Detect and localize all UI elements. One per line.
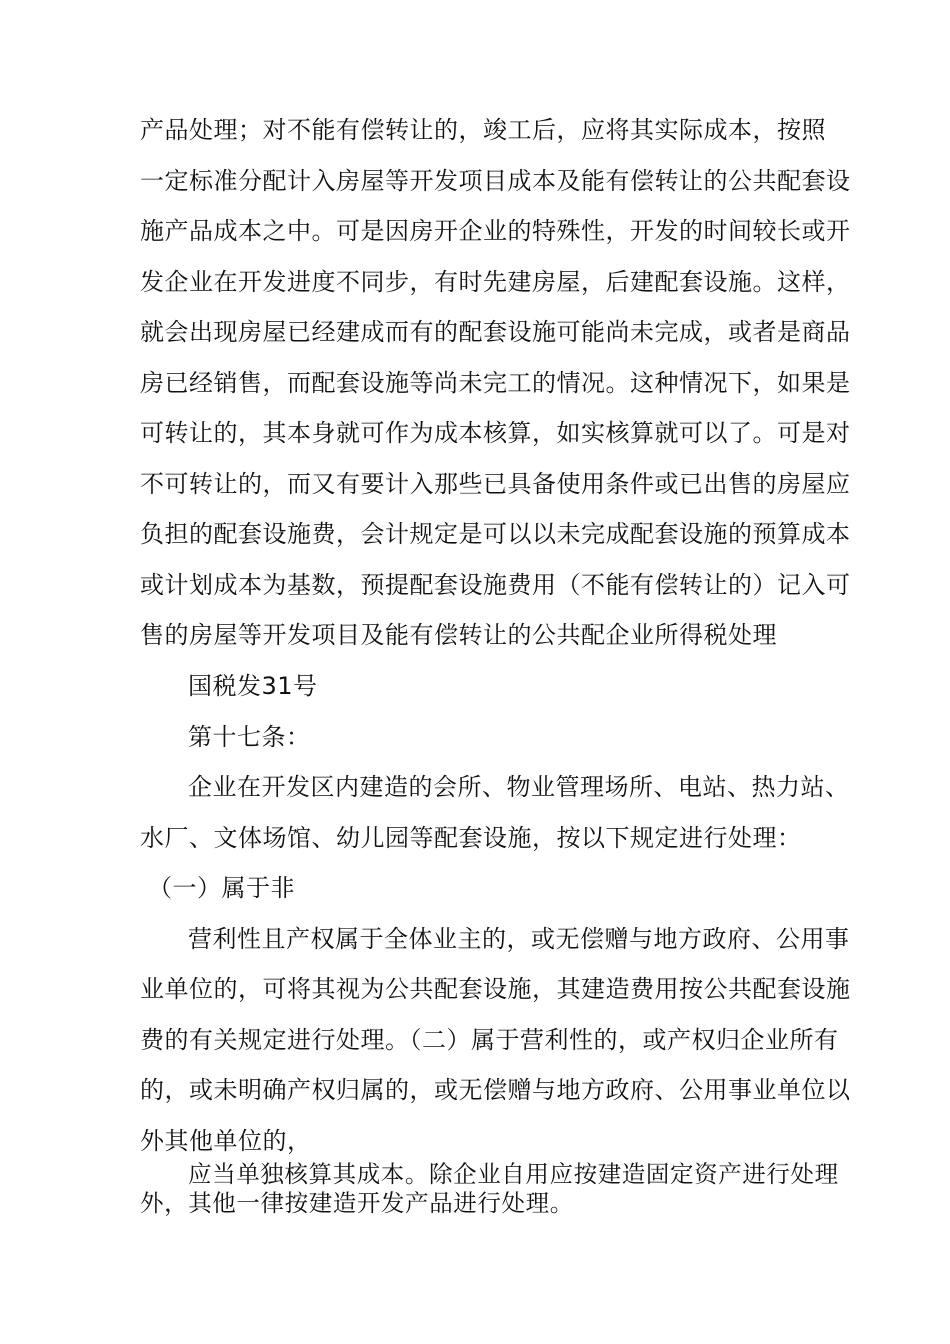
text-line: 可转让的，其本身就可作为成本核算，如实核算就可以了。可是对 bbox=[140, 419, 851, 447]
text-line: 的，或未明确产权归属的，或无偿赠与地方政府、公用事业单位以 bbox=[140, 1076, 851, 1104]
text-line: 外其他单位的， bbox=[140, 1127, 312, 1155]
text-line: 营利性且产权属于全体业主的，或无偿赠与地方政府、公用事 bbox=[188, 925, 850, 953]
text-line: 外，其他一律按建造开发产品进行处理。 bbox=[140, 1189, 574, 1217]
document-reference: 国税发31号 bbox=[188, 672, 318, 700]
text-line: 或计划成本为基数，预提配套设施费用（不能有偿转让的）记入可 bbox=[140, 571, 851, 599]
text-line: 负担的配套设施费，会计规定是可以以未完成配套设施的预算成本 bbox=[140, 520, 851, 548]
text-line: 应当单独核算其成本。除企业自用应按建造固定资产进行处理 bbox=[188, 1160, 839, 1188]
text-line: 施产品成本之中。可是因房开企业的特殊性，开发的时间较长或开 bbox=[140, 217, 851, 245]
text-line: 就会出现房屋已经建成而有的配套设施可能尚未完成，或者是商品 bbox=[140, 318, 851, 346]
text-line: 业单位的，可将其视为公共配套设施，其建造费用按公共配套设施 bbox=[140, 975, 851, 1003]
text-line: 售的房屋等开发项目及能有偿转让的公共配企业所得税处理 bbox=[140, 621, 777, 649]
text-line: 不可转让的，而又有要计入那些已具备使用条件或已出售的房屋应 bbox=[140, 470, 851, 498]
text-line: 房已经销售，而配套设施等尚未完工的情况。这种情况下，如果是 bbox=[140, 369, 851, 397]
text-line: 发企业在开发进度不同步，有时先建房屋，后建配套设施。这样， bbox=[140, 268, 851, 296]
text-line: 水厂、文体场馆、幼儿园等配套设施，按以下规定进行处理： bbox=[140, 824, 802, 852]
text-line: 费的有关规定进行处理。（二）属于营利性的，或产权归企业所有 bbox=[140, 1026, 839, 1054]
text-line: 一定标准分配计入房屋等开发项目成本及能有偿转让的公共配套设 bbox=[140, 167, 851, 195]
clause-heading: （一）属于非 bbox=[148, 874, 295, 902]
text-line: 企业在开发区内建造的会所、物业管理场所、电站、热力站、 bbox=[188, 773, 850, 801]
article-heading: 第十七条： bbox=[188, 723, 311, 751]
text-line: 产品处理；对不能有偿转让的，竣工后，应将其实际成本，按照 bbox=[140, 116, 826, 144]
